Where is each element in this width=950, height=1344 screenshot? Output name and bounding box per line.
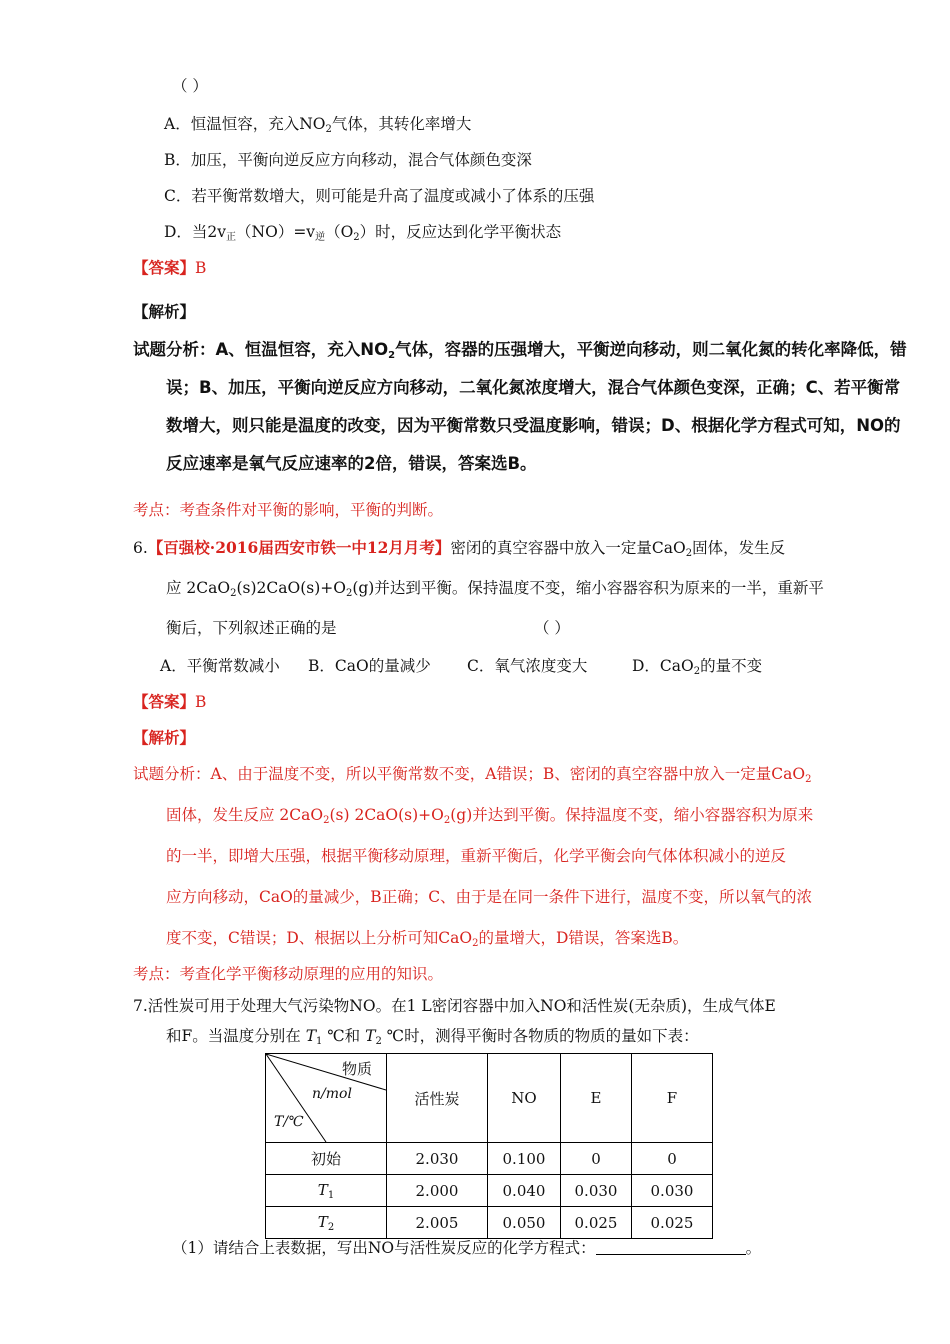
q6-line2: 应 $2CaO_2(s)2CaO(s)+O_2(g)$并达到平衡。保持温度不变，缩小容器容积为原来的一半，重新平 <box>166 579 824 599</box>
q5-option-d: D．当$2v_正(NO)=v_逆(O_2)$时，反应达到化学平衡状态 <box>164 223 562 243</box>
q6-source: 【百强校·2016届西安市铁一中12月月考】 <box>147 538 451 557</box>
header-f: F <box>632 1054 713 1143</box>
q6-kaodian: 考点：考查化学平衡移动原理的应用的知识。 <box>133 965 444 983</box>
header-activated-carbon: 活性炭 <box>387 1054 488 1143</box>
q5-kaodian: 考点：考查条件对平衡的影响，平衡的判断。 <box>133 501 444 519</box>
table-header-row <box>266 1054 713 1143</box>
table-cell: 0.030 <box>632 1175 713 1207</box>
table-cell: 0.040 <box>488 1175 561 1207</box>
table-cell: 0 <box>561 1143 632 1175</box>
table-row <box>266 1207 713 1239</box>
q7-line2: 和F。当温度分别在 $T_1$ ℃和 $T_2$ ℃时，测得平衡时各物质的物质的量如下表： <box>166 1027 699 1047</box>
q7-subquestion-1: （1）请结合上表数据，写出NO与活性炭反应的化学方程式： 。 <box>172 1239 762 1257</box>
q6-analysis-line1: 试题分析：A、由于温度不变，所以平衡常数不变，A错误；B、密闭的真空容器中放入一定量CaO$_2$ <box>133 765 812 785</box>
answer-blank[interactable] <box>596 1240 746 1255</box>
q6-analysis-line2: 固体，发生反应 2CaO$_2$(s) $2CaO(s)+O_2(g)$并达到平衡。保持温度不变，缩小容器容积为原来 <box>166 806 814 826</box>
q5-analysis-line3: 数增大，则只能是温度的改变，因为平衡常数只受温度影响，错误；D、根据化学方程式可知，NO的 <box>166 416 901 435</box>
q5-option-a: A．恒温恒容，充入$NO_2$气体，其转化率增大 <box>164 115 472 135</box>
q7-data-table <box>265 1053 713 1239</box>
q5-analysis-line4: 反应速率是氧气反应速率的2倍，错误，答案选B。 <box>166 454 537 473</box>
diag-mid-label: n/mol <box>312 1086 352 1102</box>
header-no: NO <box>488 1054 561 1143</box>
table-cell: 2.005 <box>387 1207 488 1239</box>
q6-analysis-line5: 度不变，C错误；D、根据以上分析可知CaO$_2$的量增大，D错误，答案选B。 <box>166 929 689 949</box>
q6-paren: （ ） <box>534 619 570 637</box>
header-e: E <box>561 1054 632 1143</box>
row-label: 初始 <box>266 1143 387 1175</box>
q6-option-b: B．CaO的量减少 <box>308 657 431 675</box>
table-cell: 2.030 <box>387 1143 488 1175</box>
table-row <box>266 1143 713 1175</box>
q7-line1: 7.活性炭可用于处理大气污染物NO。在1 L密闭容器中加入NO和活性炭(无杂质)，生成气体E <box>133 997 776 1015</box>
q6-answer: 【答案】B <box>133 692 207 711</box>
q6-analysis-line4: 应方向移动，CaO的量减少，B正确；C、由于是在同一条件下进行，温度不变，所以氧气的浓 <box>166 888 813 906</box>
table-diagonal-header <box>266 1054 387 1143</box>
q5-paren: （ ） <box>172 77 208 95</box>
table-row <box>266 1175 713 1207</box>
q5-answer: 【答案】B <box>133 258 207 277</box>
table-cell: 0.025 <box>632 1207 713 1239</box>
diag-top-label: 物质 <box>342 1060 373 1078</box>
table-cell: 0 <box>632 1143 713 1175</box>
diag-bot-label: T/℃ <box>274 1114 304 1130</box>
q5-analysis-label: 【解析】 <box>133 302 196 321</box>
table-cell: 2.000 <box>387 1175 488 1207</box>
q6-option-a: A．平衡常数减小 <box>160 657 280 675</box>
row-label: $T_2$ <box>266 1207 387 1239</box>
q5-option-c: C．若平衡常数增大，则可能是升高了温度或减小了体系的压强 <box>164 187 595 205</box>
table-cell: 0.100 <box>488 1143 561 1175</box>
q5-option-b: B．加压，平衡向逆反应方向移动，混合气体颜色变深 <box>164 151 532 169</box>
table-cell: 0.050 <box>488 1207 561 1239</box>
q6-analysis-line3: 的一半，即增大压强，根据平衡移动原理，重新平衡后，化学平衡会向气体体积减小的逆反 <box>166 847 787 865</box>
table-cell: 0.025 <box>561 1207 632 1239</box>
q5-analysis-line2: 误；B、加压，平衡向逆反应方向移动，二氧化氮浓度增大，混合气体颜色变深，正确；C、若平衡常 <box>166 378 901 397</box>
row-label: $T_1$ <box>266 1175 387 1207</box>
table-cell: 0.030 <box>561 1175 632 1207</box>
q6-option-d: D．CaO$_2$的量不变 <box>632 657 763 677</box>
q6-line1: 6.【百强校·2016届西安市铁一中12月月考】密闭的真空容器中放入一定量CaO$_2$固体，发生反 <box>133 538 786 559</box>
q6-option-c: C．氧气浓度变大 <box>467 657 588 675</box>
q6-analysis-label: 【解析】 <box>133 728 196 747</box>
q6-line3: 衡后，下列叙述正确的是 <box>166 619 337 637</box>
q5-analysis-line1: 试题分析：A、恒温恒容，充入$NO_2$气体，容器的压强增大，平衡逆向移动，则二氧化氮的转化率降低，错 <box>133 340 907 361</box>
